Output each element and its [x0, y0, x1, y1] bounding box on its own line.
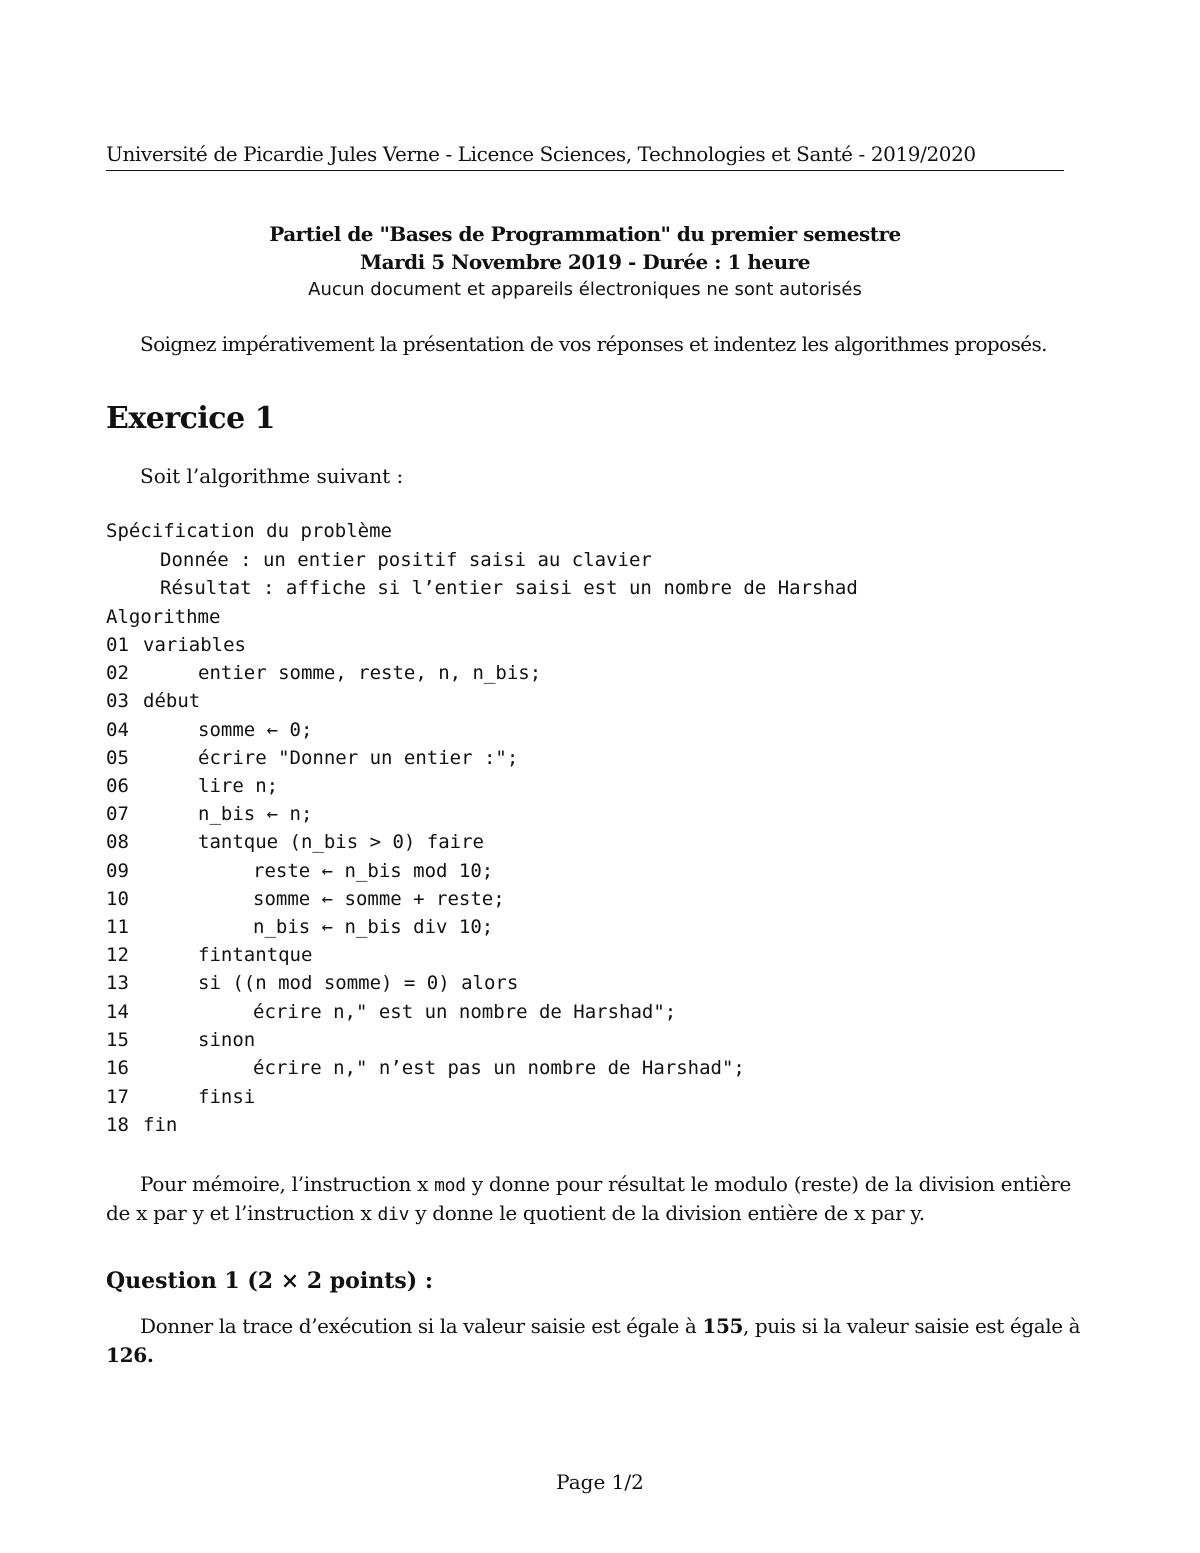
spec-donnee: Donnée : un entier positif saisi au clavier [160, 549, 652, 571]
line-number: 09 [106, 860, 129, 882]
header-rule [106, 170, 1064, 171]
line-text: tantque (n_bis > 0) faire [198, 831, 484, 853]
line-number: 18 [106, 1114, 129, 1136]
question-text-cont [106, 1343, 154, 1367]
line-text: sinon [198, 1029, 256, 1051]
line-number: 16 [106, 1057, 129, 1079]
line-number: 06 [106, 775, 129, 797]
question-text [140, 1314, 1080, 1338]
memo-line-1 [140, 1172, 1071, 1196]
line-text: variables [143, 634, 246, 656]
line-text: n_bis ← n; [198, 803, 313, 825]
memo-line-2 [106, 1201, 925, 1225]
line-number: 15 [106, 1029, 129, 1051]
line-text: fintantque [198, 944, 313, 966]
exercise-intro: Soit l’algorithme suivant : [140, 464, 404, 488]
line-number: 04 [106, 719, 129, 741]
question-value-2: 126 [106, 1343, 147, 1367]
line-number: 14 [106, 1001, 129, 1023]
memo-text: y donne le quotient de la division entière de x par y. [415, 1201, 925, 1225]
memo-keyword-div: div [377, 1204, 410, 1225]
line-text: n_bis ← n_bis div 10; [253, 916, 494, 938]
exam-title: Partiel de "Bases de Programmation" du premier semestre [269, 222, 901, 246]
exam-rules: Aucun document et appareils électroniques ne sont autorisés [308, 279, 862, 300]
line-text: finsi [198, 1086, 256, 1108]
line-text: écrire "Donner un entier :"; [198, 747, 519, 769]
line-number: 01 [106, 634, 129, 656]
memo-text: y donne pour résultat le modulo (reste) de la division entière [471, 1172, 1072, 1196]
line-number: 07 [106, 803, 129, 825]
exam-date: Mardi 5 Novembre 2019 - Durée : 1 heure [360, 250, 810, 274]
line-text: écrire n," n’est pas un nombre de Harshad"; [253, 1057, 745, 1079]
line-text: somme ← 0; [198, 719, 313, 741]
line-text: début [143, 690, 201, 712]
line-text: entier somme, reste, n, n_bis; [198, 662, 542, 684]
line-text: si ((n mod somme) = 0) alors [198, 972, 519, 994]
line-number: 03 [106, 690, 129, 712]
memo-text: Pour mémoire, l’instruction x [140, 1172, 429, 1196]
memo-keyword-mod: mod [434, 1175, 466, 1196]
spec-resultat: Résultat : affiche si l’entier saisi est un nombre de Harshad [160, 577, 858, 599]
line-number: 17 [106, 1086, 129, 1108]
question-text-part: Donner la trace d’exécution si la valeur saisie est égale à [140, 1314, 697, 1338]
spec-heading: Spécification du problème [106, 520, 392, 542]
question-text-part: , puis si la valeur saisie est égale à [742, 1314, 1081, 1338]
line-number: 11 [106, 916, 129, 938]
header-institution: Université de Picardie Jules Verne - Licence Sciences, Technologies et Santé - 2019/2020 [106, 142, 976, 166]
question-title: Question 1 (2 × 2 points) : [106, 1268, 433, 1294]
question-text-end: . [146, 1343, 154, 1367]
line-number: 02 [106, 662, 129, 684]
line-text: fin [143, 1114, 178, 1136]
instruction-text: Soignez impérativement la présentation de vos réponses et indentez les algorithmes proposés. [140, 332, 1047, 356]
exercise-title: Exercice 1 [106, 401, 275, 436]
algo-label: Algorithme [106, 606, 221, 628]
line-text: somme ← somme + reste; [253, 888, 505, 910]
line-text: reste ← n_bis mod 10; [253, 860, 494, 882]
question-value-1: 155 [702, 1314, 743, 1338]
memo-text: de x par y et l’instruction x [106, 1201, 372, 1225]
line-number: 10 [106, 888, 129, 910]
page-number: Page 1/2 [556, 1470, 644, 1494]
line-number: 08 [106, 831, 129, 853]
line-number: 05 [106, 747, 129, 769]
line-text: lire n; [198, 775, 279, 797]
line-number: 13 [106, 972, 129, 994]
line-text: écrire n," est un nombre de Harshad"; [253, 1001, 677, 1023]
line-number: 12 [106, 944, 129, 966]
